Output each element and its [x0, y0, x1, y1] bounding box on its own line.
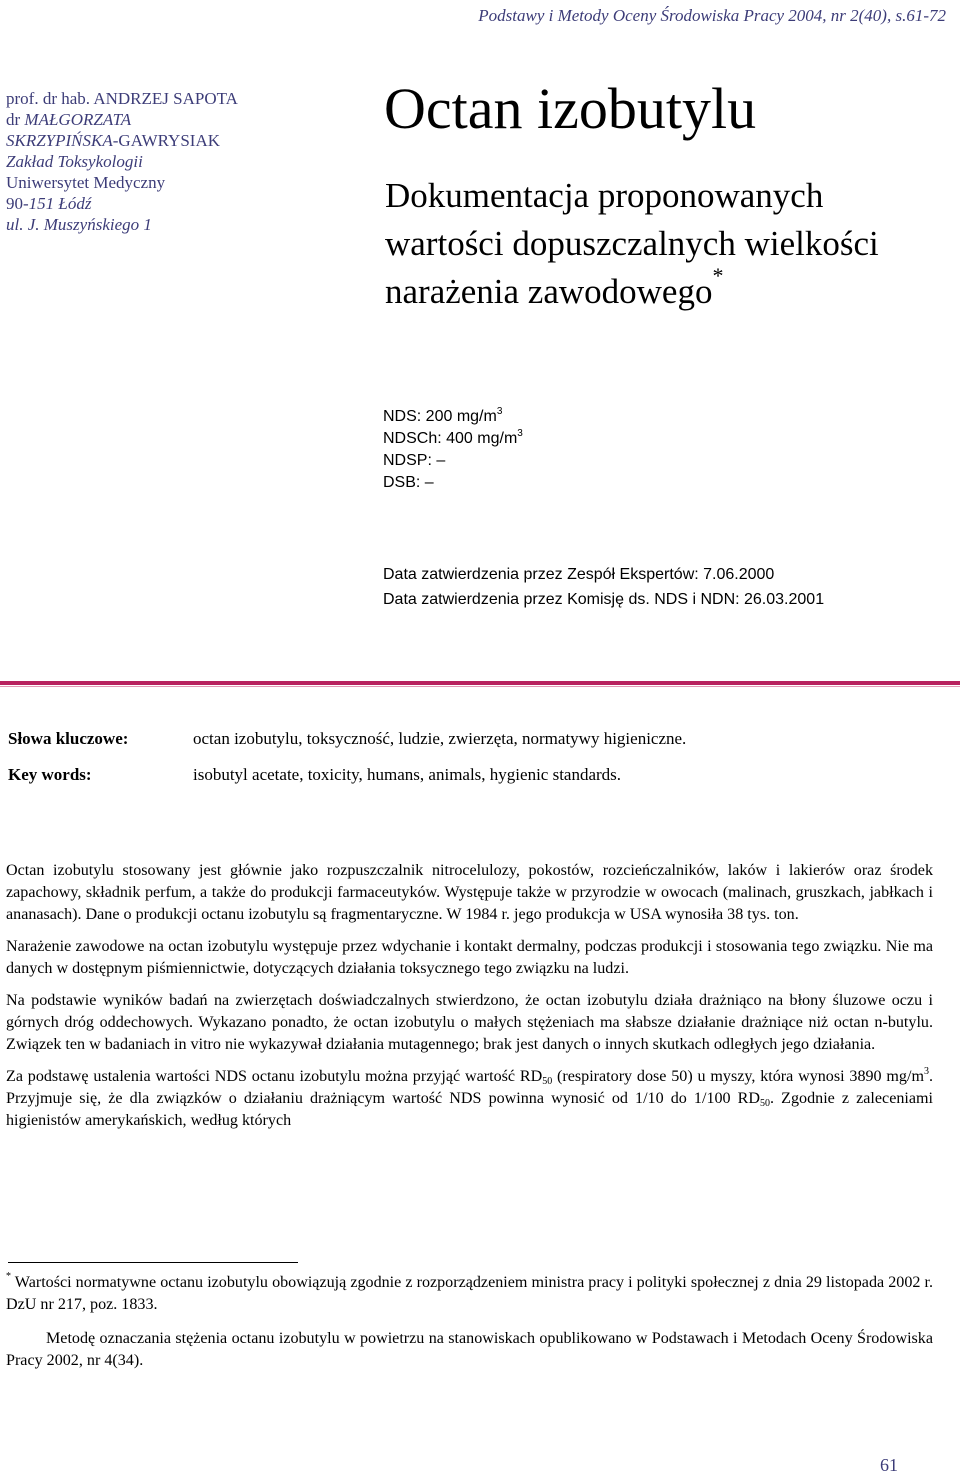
body-paragraph: Na podstawie wyników badań na zwierzętach doświadczalnych stwierdzono, że octan izobutylu działa drażniąco na błony śluzowe oczu i górnych dróg oddechowych. Wykazano ponadto, że octan izobutylu o małych stężeniach ma słabsze działanie drażniące niż octan n-butylu. Związek ten w badaniach in vitro nie wykazywał działania mutagennego; brak jest danych o innych skutkach odległych jego działania. — [6, 992, 933, 1053]
affiliation-street: ul. J. Muszyńskiego 1 — [6, 215, 152, 234]
author-line: SKRZYPIŃSKA-GAWRYSIAK — [6, 131, 220, 150]
keywords-pl-label: Słowa kluczowe: — [8, 729, 129, 748]
keywords-pl-text: octan izobutylu, toksyczność, ludzie, zwierzęta, normatywy higieniczne. — [193, 729, 687, 748]
affiliation-postal: 90-151 Łódź — [6, 194, 92, 213]
section-divider-shadow — [0, 686, 960, 687]
page-number: 61 — [880, 1455, 898, 1475]
approval-dates — [383, 562, 824, 612]
author-line: prof. dr hab. ANDRZEJ SAPOTA — [6, 89, 238, 108]
affiliation-university: Uniwersytet Medyczny — [6, 173, 166, 192]
paper-title: Octan izobutylu — [384, 76, 757, 141]
keywords-en-text: isobutyl acetate, toxicity, humans, animals, hygienic standards. — [193, 765, 622, 784]
author-block — [6, 88, 236, 235]
footnote-2: Metodę oznaczania stężenia octanu izobutylu w powietrzu na stanowiskach opublikowano w Podstawach i Metodach Oceny Środowiska Pracy 2002, nr 4(34). — [6, 1330, 933, 1369]
body-paragraph: Narażenie zawodowe na octan izobutylu występuje przez wdychanie i kontakt dermalny, podczas produkcji i stosowania tego związku. Nie ma danych w dostępnym piśmiennictwie, dotyczących działania toksycznego tego związku na ludzi. — [6, 938, 933, 977]
abstract-body — [6, 860, 933, 1142]
footnotes — [6, 1272, 933, 1384]
dsb-value: DSB: – — [383, 474, 434, 491]
section-divider — [0, 681, 960, 685]
footnote-1: * Wartości normatywne octanu izobutylu obowiązują zgodnie z rozporządzeniem ministra pracy i polityki społecznej z dnia 29 listopada 2002 r. DzU nr 217, poz. 1833. — [6, 1271, 933, 1313]
footnote-marker: * — [712, 263, 724, 288]
nds-value: NDS: 200 $mg/m^3$ — [383, 406, 503, 425]
ndsch-value: NDSCh: 400 $mg/m^3$ — [383, 428, 523, 447]
exposure-limits — [383, 406, 523, 494]
footnote-rule — [8, 1262, 298, 1263]
ndsp-value: NDSP: – — [383, 452, 446, 469]
body-paragraph: Za podstawę ustalenia wartości NDS octanu izobutylu można przyjąć wartość $RD_{50}$ (respiratory dose 50) u myszy, która wynosi 3890 $mg/m^3$. Przyjmuje się, że dla związków o działaniu drażniącym wartość NDS powinna wynosić od 1/10 do 1/100 $RD_{50}$. Zgodnie z zaleceniami higienistów amerykańskich, według których — [6, 1066, 933, 1129]
paper-subtitle: Dokumentacja proponowanych wartości dopuszczalnych wielkości narażenia zawodowego* — [385, 176, 879, 311]
journal-header: Podstawy i Metody Oceny Środowiska Pracy 2004, nr 2(40), s.61-72 — [478, 6, 946, 25]
experts-approval-date: Data zatwierdzenia przez Zespół Ekspertów: 7.06.2000 — [383, 566, 775, 583]
affiliation-department: Zakład Toksykologii — [6, 152, 143, 171]
commission-approval-date: Data zatwierdzenia przez Komisję ds. NDS i NDN: 26.03.2001 — [383, 591, 825, 608]
body-paragraph: Octan izobutylu stosowany jest głównie jako rozpuszczalnik nitrocelulozy, pokostów, rozcieńczalników, laków i lakierów oraz środek zapachowy, składnik perfum, a także do produkcji farmaceutyków. Występuje także w przyrodzie w owocach (malinach, gruszkach, jabłkach i ananasach). Dane o produkcji octanu izobutylu są fragmentaryczne. W 1984 r. jego produkcja w USA wynosiła 38 tys. ton. — [6, 862, 933, 923]
keywords-en-label: Key words: — [8, 765, 92, 784]
author-line: dr MAŁGORZATA — [6, 110, 132, 129]
